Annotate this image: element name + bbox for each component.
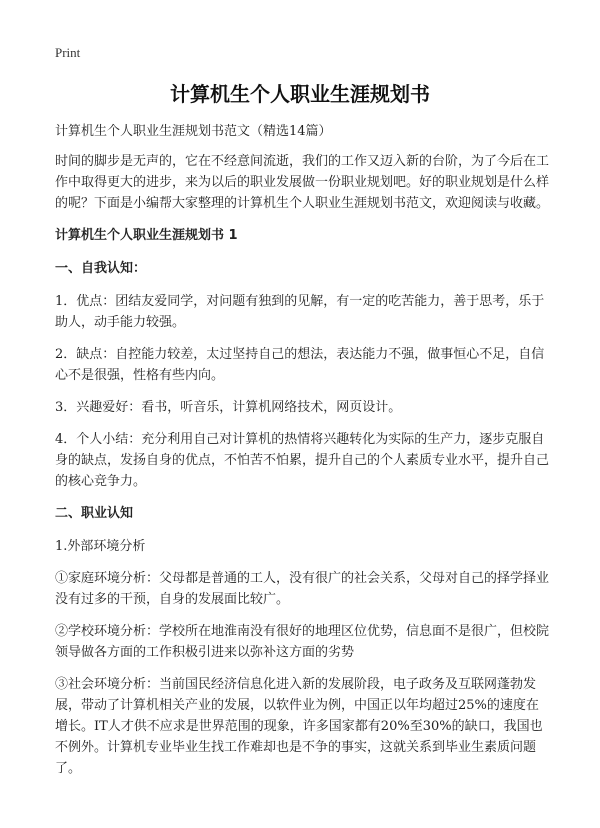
self-cognition-item: 4．个人小结：充分利用自己对计算机的热情将兴趣转化为实际的生产力，逐步克服自身的缺点，发扬自身的优点，不怕苦不怕累，提升自己的个人素质专业水平，提升自己的核心竞争力。 xyxy=(55,432,550,489)
self-cognition-item: 3．兴趣爱好：看书，听音乐，计算机网络技术，网页设计。 xyxy=(55,400,402,415)
environment-analysis-item: ①家庭环境分析：父母都是普通的工人，没有很广的社会关系，父母对自己的择学择业没有过多的干预，自身的发展面比较广。 xyxy=(55,571,550,607)
part2-heading: 二、职业认知 xyxy=(55,506,134,521)
environment-analysis-item: ②学校环境分析：学校所在地淮南没有很好的地理区位优势，信息面不是很广，但校院领导做各方面的工作积极引进来以弥补这方面的劣势 xyxy=(55,624,550,660)
print-link[interactable]: Print xyxy=(55,45,81,60)
intro-paragraph: 时间的脚步是无声的，它在不经意间流逝，我们的工作又迈入新的台阶，为了今后在工作中取得更大的进步，来为以后的职业发展做一份职业规划吧。好的职业规划是什么样的呢？下面是小编帮大家整理的计算机生个人职业生涯规划书范文，欢迎阅读与收藏。 xyxy=(55,154,550,211)
page-title: 计算机生个人职业生涯规划书 xyxy=(170,82,430,106)
part1-heading: 一、自我认知： xyxy=(55,261,147,276)
environment-analysis-item: ③社会环境分析：当前国民经济信息化进入新的发展阶段，电子政务及互联网蓬勃发展，带动了计算机相关产业的发展，以软件业为例，中国正以年均超过25%的速度在增长。IT人才供不应求是世界范围的现象，许多国家都有20%至30%的缺口，我国也不例外。计算机专业毕业生找工作难却也是不争的事实，这就关系到毕业生素质问题了。 xyxy=(55,677,543,776)
document-subtitle: 计算机生个人职业生涯规划书范文（精选14篇） xyxy=(55,124,332,139)
section-title: 计算机生个人职业生涯规划书 1 xyxy=(55,228,238,243)
self-cognition-item: 1．优点：团结友爱同学，对问题有独到的见解，有一定的吃苦能力，善于思考，乐于助人，动手能力较强。 xyxy=(55,294,545,330)
document-body xyxy=(55,121,550,790)
part2-subheading: 1.外部环境分析 xyxy=(55,539,146,554)
self-cognition-item: 2．缺点：自控能力较差，太过坚持自己的想法，表达能力不强，做事恒心不足，自信心不是很强，性格有些内向。 xyxy=(55,347,545,383)
